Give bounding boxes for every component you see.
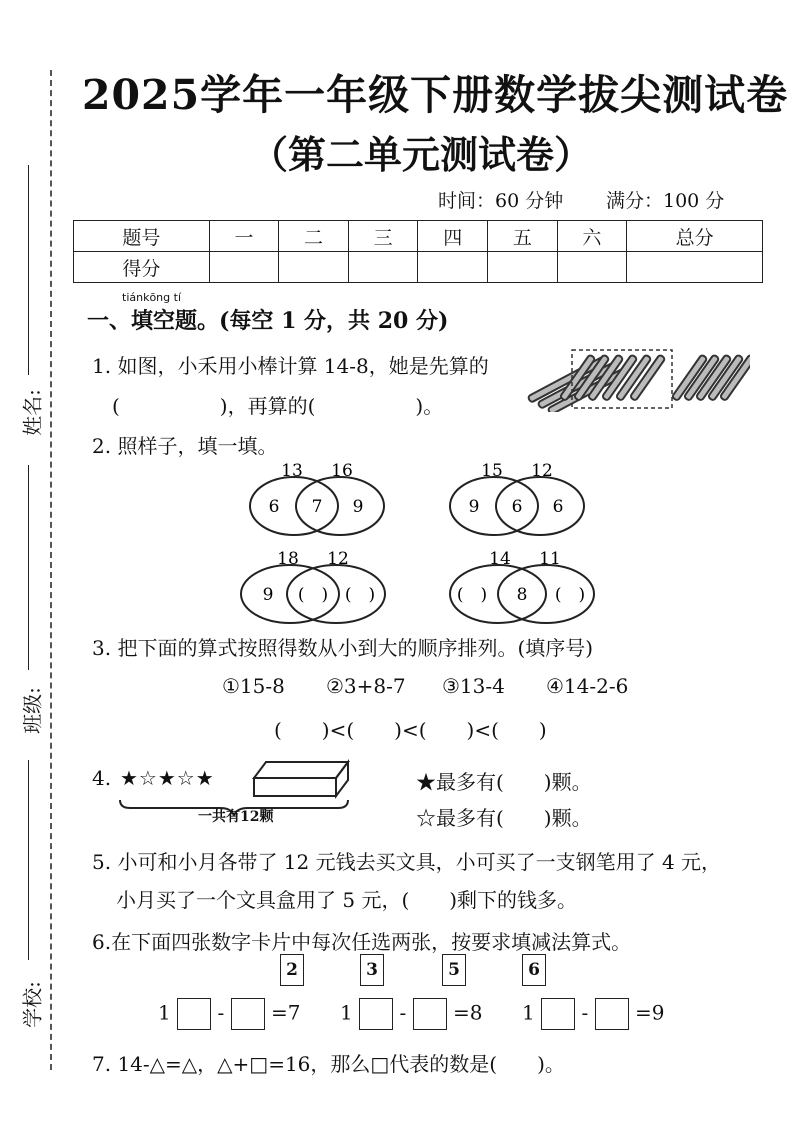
number-card: 6 — [522, 954, 546, 986]
page-title: 2025学年一年级下册数学拔尖测试卷 — [82, 71, 789, 119]
pencil-box-top — [254, 762, 348, 778]
q1-sticks-illustration — [518, 346, 750, 412]
venn-left-value: 9 — [468, 497, 480, 517]
venn-left-value: 9 — [262, 585, 274, 605]
q3-item-2: ②3+8-7 — [326, 674, 406, 698]
venn-top-left: 18 — [277, 549, 299, 569]
score-input-cell[interactable] — [209, 252, 279, 283]
name-underline — [28, 165, 29, 375]
score-header-cell: 三 — [348, 221, 418, 252]
q3-item-3: ③13-4 — [442, 674, 505, 698]
venn-right-value: 6 — [552, 497, 564, 517]
venn-left-value: 6 — [268, 497, 280, 517]
score-input-cell[interactable] — [418, 252, 488, 283]
answer-box[interactable] — [359, 998, 393, 1030]
q5-line2[interactable]: 小月买了一个文具盒用了 5 元，( )剩下的钱多。 — [116, 888, 578, 912]
q4-star-sequence: ★☆★☆★ — [120, 766, 215, 790]
score-header-cell: 二 — [279, 221, 349, 252]
q1-line1: 1. 如图，小禾用小棒计算 14-8，她是先算的 — [92, 354, 489, 378]
q4-line2[interactable]: ☆最多有( )颗。 — [416, 806, 592, 830]
pencil-box-side — [336, 762, 348, 796]
score-header-cell: 五 — [488, 221, 558, 252]
score-input-cell[interactable] — [348, 252, 418, 283]
q3-text: 3. 把下面的算式按照得数从小到大的顺序排列。(填序号) — [92, 636, 594, 660]
venn-middle-blank[interactable]: ( ) — [297, 585, 329, 605]
venn-right-value: 9 — [352, 497, 364, 517]
venn-top-right: 12 — [327, 549, 349, 569]
binding-dashed-line — [50, 70, 52, 1070]
score-header-cell: 六 — [557, 221, 627, 252]
equation-result: =8 — [452, 1000, 483, 1025]
venn-top-right: 12 — [531, 461, 553, 481]
venn-diagram-4 — [446, 546, 606, 632]
q7-text[interactable]: 7. 14-△=△，△+□=16，那么□代表的数是( )。 — [92, 1052, 565, 1076]
venn-top-left: 13 — [281, 461, 303, 481]
q6-text: 6.在下面四张数字卡片中每次任选两张，按要求填减法算式。 — [92, 930, 632, 954]
school-underline — [28, 760, 29, 960]
equation-result: =7 — [270, 1000, 301, 1025]
venn-right-blank[interactable]: ( ) — [554, 585, 586, 605]
score-header-cell: 四 — [418, 221, 488, 252]
time-info: 时间：60 分钟 — [438, 190, 564, 212]
score-input-cell[interactable] — [279, 252, 349, 283]
venn-middle-value: 8 — [516, 585, 528, 605]
venn-top-right: 16 — [331, 461, 353, 481]
q4-line1[interactable]: ★最多有( )颗。 — [416, 770, 592, 794]
score-input-cell[interactable] — [488, 252, 558, 283]
minus-sign: - — [581, 1000, 589, 1025]
section-title: 一、填空题。(每空 1 分，共 20 分) — [87, 308, 449, 334]
q2-text: 2. 照样子，填一填。 — [92, 434, 278, 458]
score-table-header-row — [74, 221, 763, 252]
venn-diagram-1 — [240, 458, 400, 544]
answer-box[interactable] — [231, 998, 265, 1030]
answer-box[interactable] — [177, 998, 211, 1030]
venn-left-blank[interactable]: ( ) — [456, 585, 488, 605]
school-label: 学校: — [20, 981, 45, 1028]
name-label: 姓名: — [20, 389, 45, 436]
answer-box[interactable] — [413, 998, 447, 1030]
q6-equation-1 — [158, 998, 300, 1030]
q3-item-1: ①15-8 — [222, 674, 285, 698]
equation-lead: 1 — [522, 1000, 535, 1025]
equation-lead: 1 — [340, 1000, 353, 1025]
venn-top-left: 15 — [481, 461, 503, 481]
score-row-label: 得分 — [74, 252, 210, 283]
q3-item-4: ④14-2-6 — [546, 674, 629, 698]
score-input-cell[interactable] — [557, 252, 627, 283]
venn-right-ellipse — [496, 477, 584, 535]
full-score-info: 满分：100 分 — [606, 190, 725, 212]
class-label: 班级: — [20, 687, 45, 734]
score-header-cell: 总分 — [627, 221, 763, 252]
score-table — [73, 220, 763, 283]
number-card: 2 — [280, 954, 304, 986]
minus-sign: - — [217, 1000, 225, 1025]
q3-order-blanks[interactable]: ( )<( )<( )<( ) — [274, 718, 547, 742]
class-underline — [28, 465, 29, 670]
q4-number: 4. — [92, 766, 112, 790]
score-table-score-row — [74, 252, 763, 283]
venn-left-ellipse — [450, 477, 538, 535]
score-header-cell: 一 — [209, 221, 279, 252]
q1-line2[interactable]: ( )，再算的( )。 — [112, 394, 444, 418]
minus-sign: - — [399, 1000, 407, 1025]
answer-box[interactable] — [595, 998, 629, 1030]
venn-diagram-2 — [440, 458, 600, 544]
number-card: 5 — [442, 954, 466, 986]
equation-result: =9 — [634, 1000, 665, 1025]
venn-left-ellipse — [250, 477, 338, 535]
venn-right-ellipse — [296, 477, 384, 535]
q6-equation-2 — [340, 998, 482, 1030]
page-subtitle: （第二单元测试卷） — [250, 132, 593, 177]
section-pinyin: tiánkōng tí — [122, 291, 182, 304]
venn-middle-value: 7 — [311, 497, 323, 517]
answer-box[interactable] — [541, 998, 575, 1030]
score-input-cell[interactable] — [627, 252, 763, 283]
equation-lead: 1 — [158, 1000, 171, 1025]
venn-diagram-3 — [236, 546, 396, 632]
q4-brace-label: 一共有12颗 — [198, 809, 274, 825]
score-header-cell: 题号 — [74, 221, 210, 252]
venn-right-blank[interactable]: ( ) — [344, 585, 376, 605]
venn-middle-value: 6 — [511, 497, 523, 517]
pencil-box-front — [254, 778, 336, 796]
q6-equation-3 — [522, 998, 664, 1030]
q5-line1: 5. 小可和小月各带了 12 元钱去买文具，小可买了一支钢笔用了 4 元， — [92, 850, 722, 874]
number-card: 3 — [360, 954, 384, 986]
venn-top-right: 11 — [539, 549, 561, 569]
venn-top-left: 14 — [489, 549, 511, 569]
